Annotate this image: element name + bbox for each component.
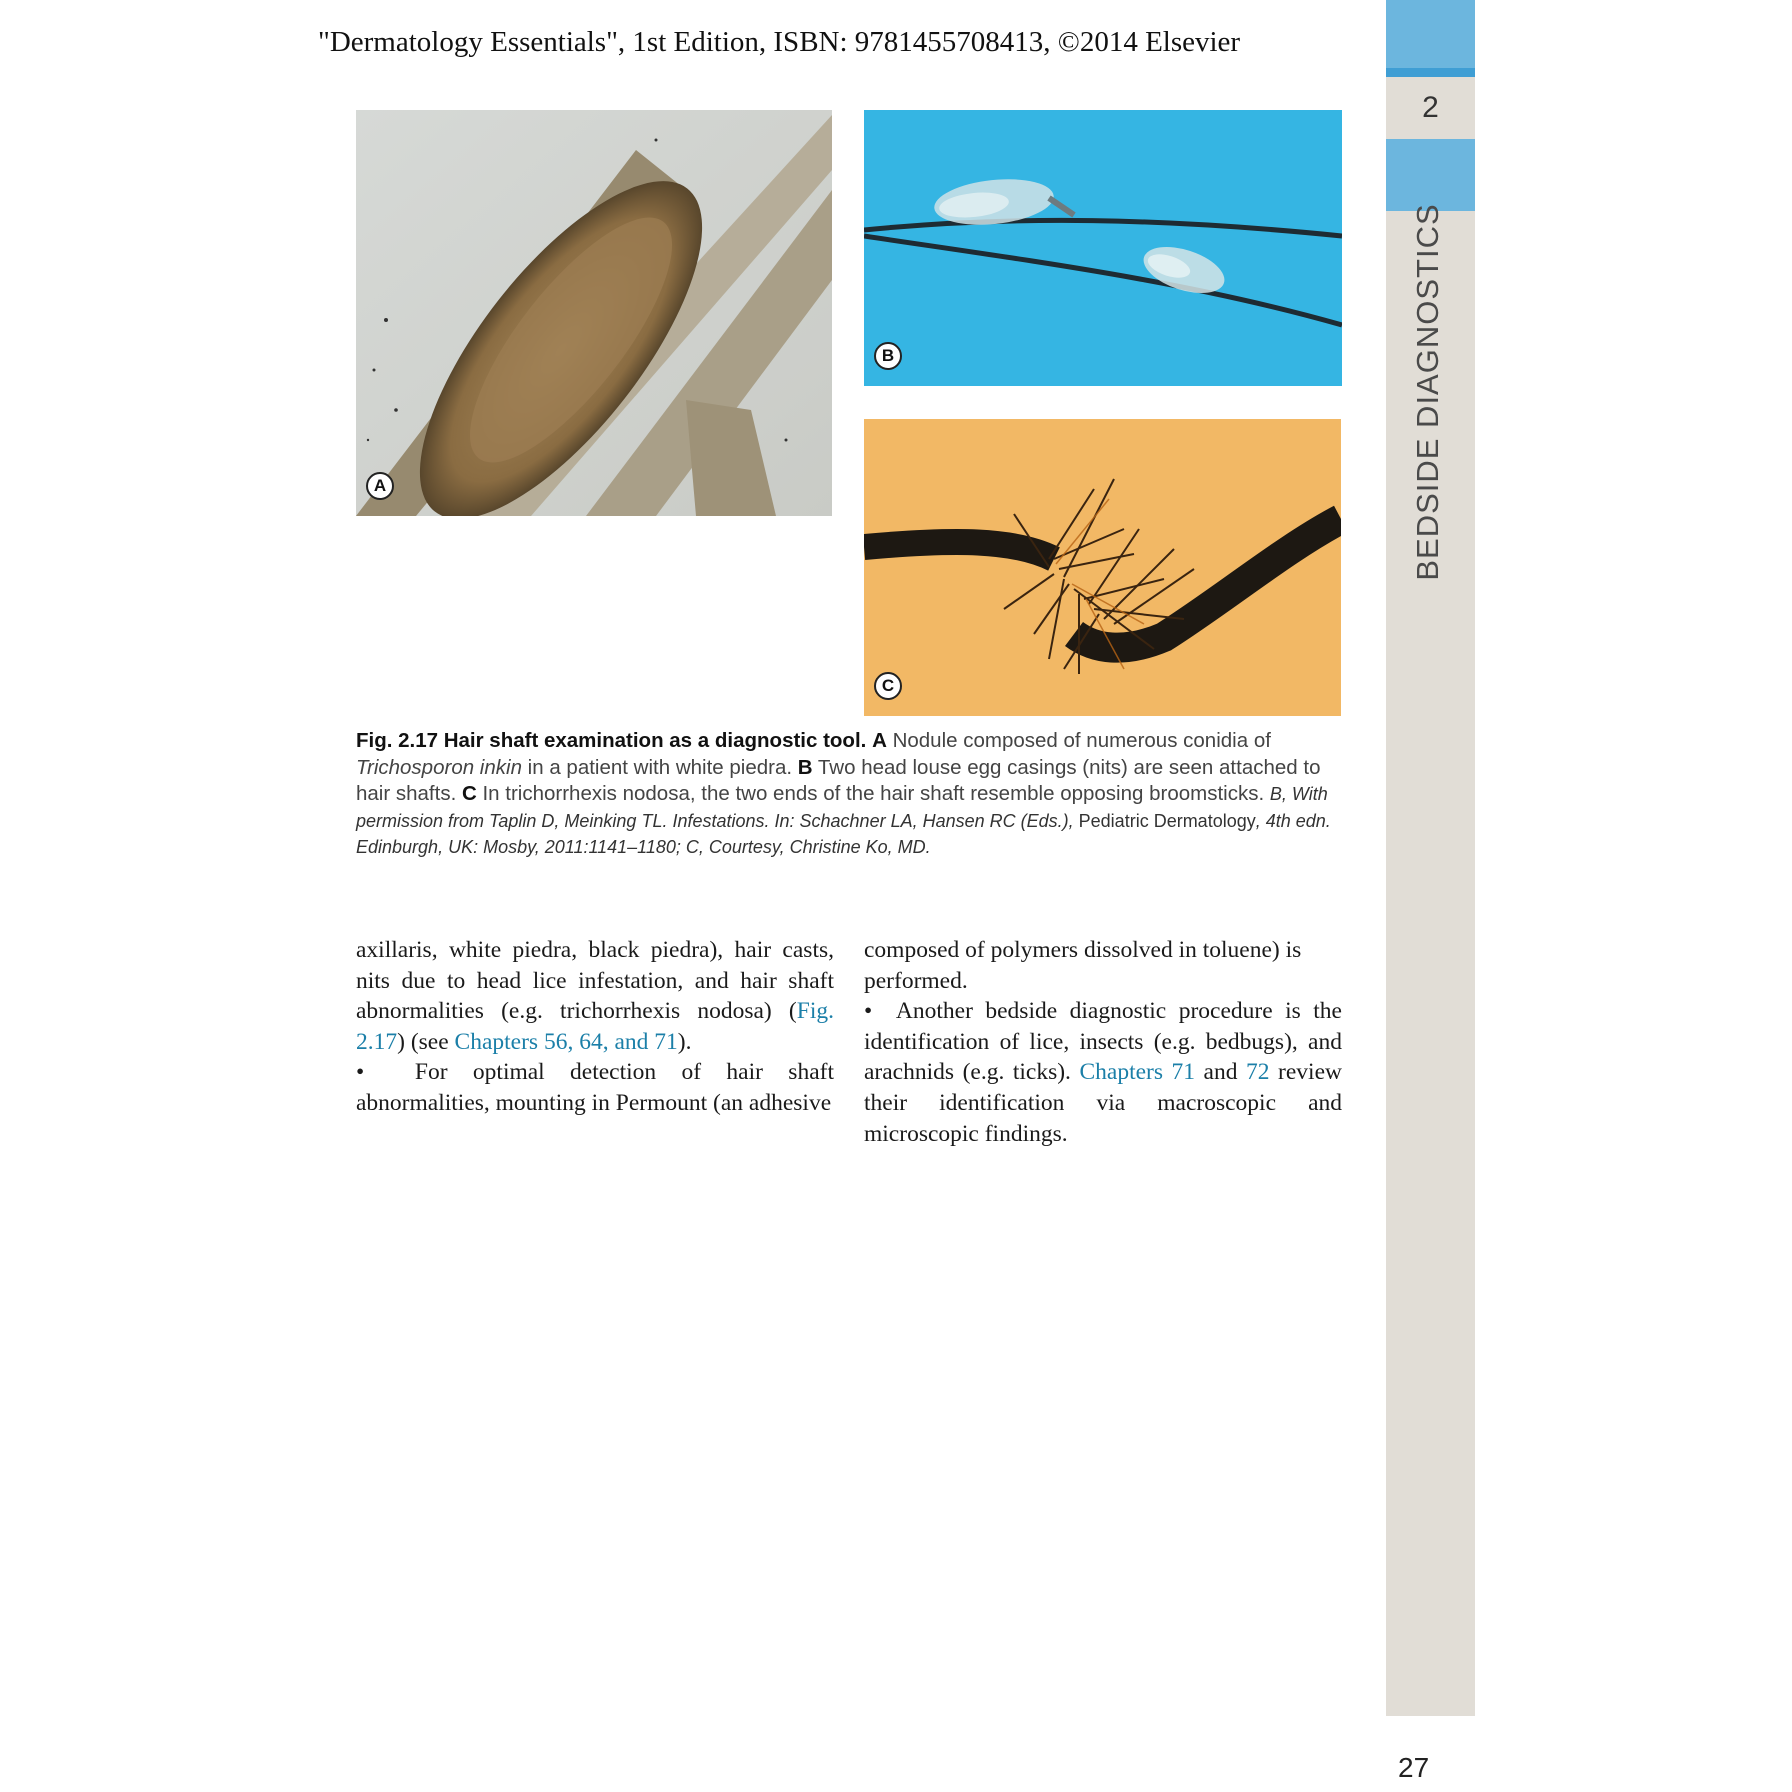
caption-species: Trichosporon inkin [356,755,522,779]
caption-letter-c: C [461,782,477,805]
caption-credit-book: Pediatric Dermatology [1078,810,1256,831]
paragraph [864,935,1342,996]
bullet-icon: • [864,998,873,1025]
page-number: 27 [1398,1752,1430,1783]
figure-caption [356,728,1342,861]
caption-credit-2: , 4th edn. Edinburgh, UK: Mosby, 2011:1141–1180; C, Courtesy, Christine Ko, MD. [356,810,1331,857]
chapter-number: 2 [1422,91,1439,124]
chapter-71-link[interactable]: Chapters 71 [1079,1059,1196,1086]
body-text: ). [677,1028,692,1055]
body-text: review their identification via macroscopic and microscopic findings. [864,1059,1342,1147]
body-text: axillaris, white piedra, black piedra), hair casts, nits due to head lice infestation, and hair shaft abnormalities (e.g. trichorrhexis nodosa) ( [356,937,834,1025]
bullet-icon: • [356,1059,365,1086]
body-text: Another bedside diagnostic procedure is the identification of lice, insects (e.g. bedbugs), and arachnids (e.g. ticks). [864,998,1342,1086]
micrograph-nodule-image [356,110,832,516]
caption-text-c: In trichorrhexis nodosa, the two ends of the hair shaft resemble opposing broomsticks. [476,782,1270,805]
caption-letter-b: B [797,755,813,779]
chapter-72-link[interactable]: 72 [1246,1059,1270,1086]
caption-fig-label: Fig. 2.17 Hair shaft examination as a diagnostic tool. [356,729,867,752]
caption-text-a: Nodule composed of numerous conidia of [886,729,1271,752]
nits-photo-image [864,110,1342,386]
body-column-left [356,935,834,1119]
figure-panel-c [864,419,1341,716]
bullet-paragraph [864,996,1342,1149]
section-title: BEDSIDE DIAGNOSTICS [1410,203,1445,581]
bullet-paragraph [356,1057,834,1118]
running-header: "Dermatology Essentials", 1st Edition, ISBN: 9781455708413, ©2014 Elsevier [318,26,1241,58]
sidebar-rule [1386,68,1475,77]
figure-panel-a [356,110,832,516]
caption-letter-a: A [872,729,887,752]
panel-label-b: B [874,342,902,370]
panel-label-a: A [366,472,394,500]
body-column-right [864,935,1342,1149]
paragraph [356,935,834,1057]
body-text: and [1195,1059,1247,1086]
body-text: composed of polymers dissolved in toluene) is performed. [864,937,1302,994]
caption-text-a2: in a patient with white piedra. [521,755,798,779]
body-text: ) (see [397,1028,455,1055]
figure-link[interactable]: Fig. 2.17 [356,998,834,1055]
caption-credit: B, With permission from Taplin D, Meinking TL. Infestations. In: Schachner LA, Hansen RC (Eds.), [356,784,1328,831]
figure-panel-b [864,110,1342,386]
panel-label-c: C [874,672,902,700]
sidebar-color-block [1386,139,1475,211]
body-text: For optimal detection of hair shaft abnormalities, mounting in Permount (an adhesive [356,1059,834,1116]
chapters-link[interactable]: Chapters 56, 64, and 71 [454,1028,678,1055]
caption-text-b: Two head louse egg casings (nits) are seen attached to hair shafts. [356,755,1321,805]
sidebar-color-block [1386,0,1475,68]
trichorrhexis-photo-image [864,419,1341,716]
